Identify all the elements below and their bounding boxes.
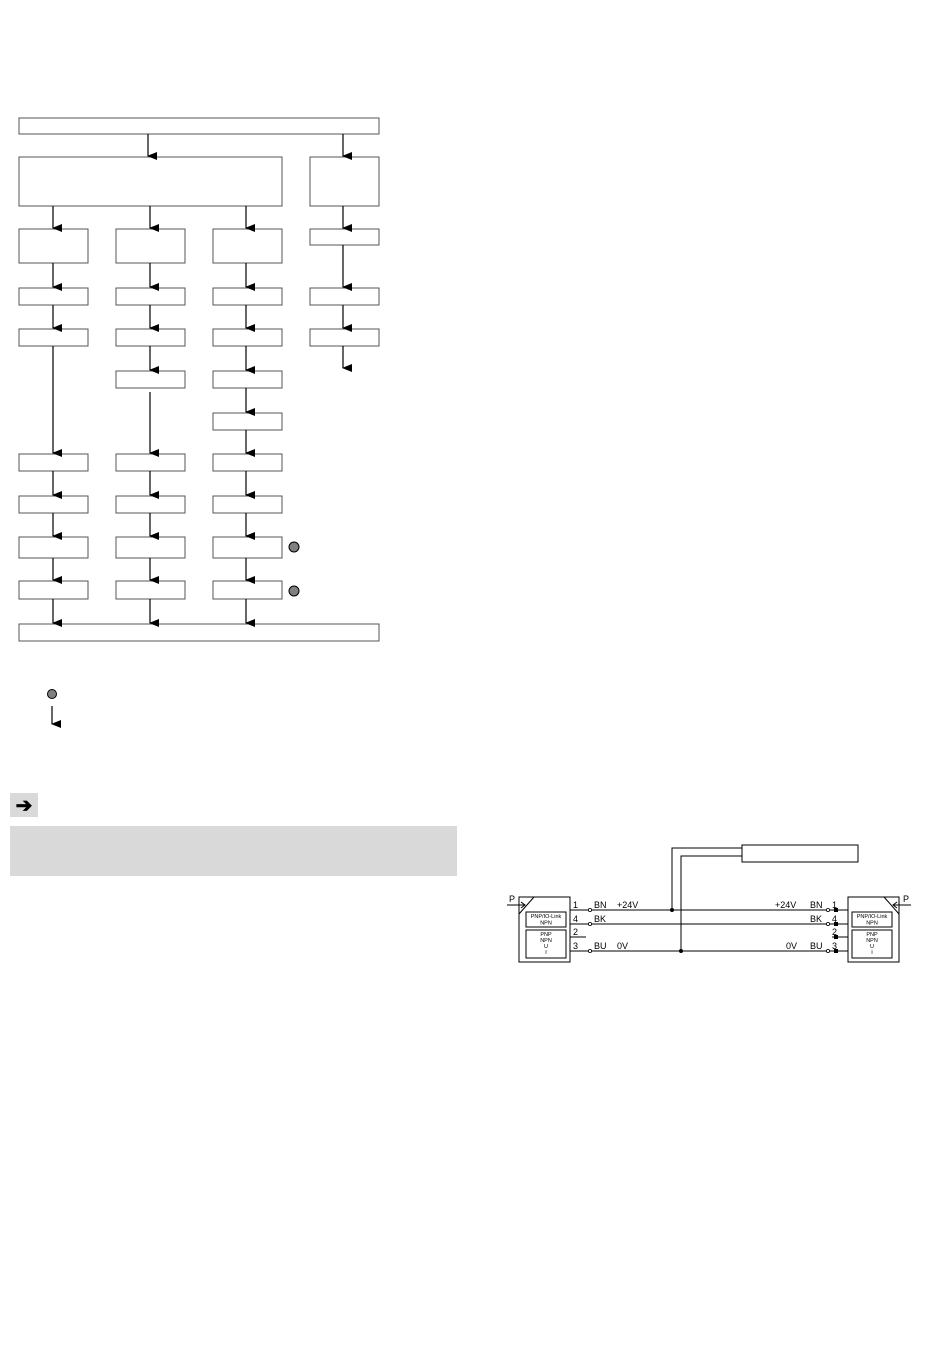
left-analog-label (540, 932, 552, 956)
left-pin-2: 2 (573, 927, 579, 937)
left-pin-3: 3 (573, 941, 579, 951)
label-line: U (870, 944, 874, 950)
left-voltage-plus: +24V (617, 900, 639, 910)
label-line: NPN (540, 938, 552, 944)
right-output-label (857, 914, 888, 927)
right-pin-2: 2 (832, 927, 838, 937)
right-sensor-tag: P (903, 894, 910, 904)
label-line: I (545, 950, 547, 956)
left-wire-bk: BK (594, 914, 607, 924)
label-line: NPN (866, 938, 878, 944)
left-wire-bu: BU (594, 941, 607, 951)
label-line: PNP (866, 932, 878, 938)
left-pin-1: 1 (573, 900, 579, 910)
right-voltage-plus: +24V (775, 900, 797, 910)
right-pin-4: 4 (832, 914, 838, 924)
wire-lead-zero (681, 856, 742, 951)
left-output-label (531, 914, 562, 927)
right-voltage-zero: 0V (786, 941, 798, 951)
label-line: NPN (540, 920, 552, 927)
wire-lead-plus (672, 848, 742, 910)
label-line: PNP/IO-Link (856, 914, 888, 920)
right-wire-bn: BN (810, 900, 823, 910)
label-line: NPN (866, 920, 878, 927)
label-line: U (544, 944, 548, 950)
right-analog-label (866, 932, 878, 956)
label-line: PNP/IO-Link (530, 914, 562, 920)
right-pin-1: 1 (832, 900, 838, 910)
left-wire-bn: BN (594, 900, 607, 910)
right-pin-3: 3 (832, 941, 838, 951)
left-sensor-tag: P (509, 894, 516, 904)
note-arrow-icon: ➔ (10, 793, 38, 817)
right-wire-bu: BU (810, 941, 823, 951)
right-wire-bk: BK (810, 914, 823, 924)
left-pin-4: 4 (573, 914, 579, 924)
label-line: I (871, 950, 873, 956)
label-line: PNP (540, 932, 552, 938)
left-voltage-zero: 0V (617, 941, 629, 951)
wiring-label-box (742, 845, 858, 862)
